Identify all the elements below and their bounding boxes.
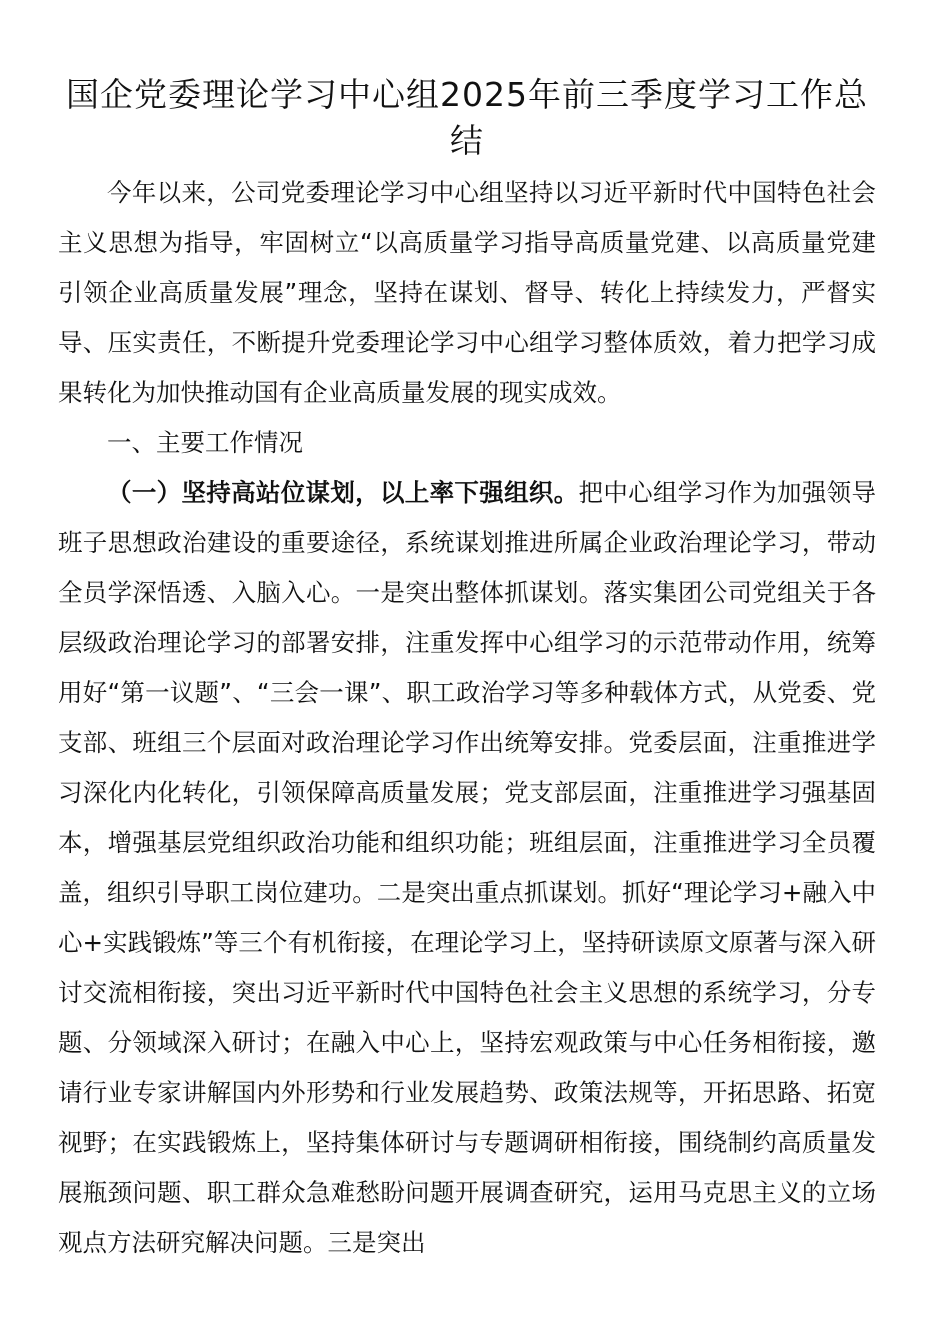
- subsection-lead: （一）坚持高站位谋划，以上率下强组织。: [107, 478, 579, 507]
- document-title: 国企党委理论学习中心组2025年前三季度学习工作总结: [66, 75, 868, 160]
- subsection-body: 把中心组学习作为加强领导班子思想政治建设的重要途径，系统谋划推进所属企业政治理论学习，带动全员学深悟透、入脑入心。一是突出整体抓谋划。落实集团公司党组关于各层级政治理论学习的部署安排，注重发挥中心组学习的示范带动作用，统筹用好“第一议题”、“三会一课”、职工政治学习等多种载体方式，从党委、党支部、班组三个层面对政治理论学习作出统筹安排。党委层面，注重推进学习深化内化转化，引领保障高质量发展；党支部层面，注重推进学习强基固本，增强基层党组织政治功能和组织功能；班组层面，注重推进学习全员覆盖，组织引导职工岗位建功。二是突出重点抓谋划。抓好“理论学习+融入中心+实践锻炼”等三个有机衔接，在理论学习上，坚持研读原文原著与深入研讨交流相衔接，突出习近平新时代中国特色社会主义思想的系统学习，分专题、分领域深入研讨；在融入中心上，坚持宏观政策与中心任务相衔接，邀请行业专家讲解国内外形势和行业发展趋势、政策法规等，开拓思路、拓宽视野；在实践锻炼上，坚持集体研讨与专题调研相衔接，围绕制约高质量发展瓶颈问题、职工群众急难愁盼问题开展调查研究，运用马克思主义的立场观点方法研究解决问题。三是突出: [58, 478, 876, 1257]
- document-body: [58, 168, 876, 1268]
- section-heading: 一、主要工作情况: [107, 428, 303, 457]
- subsection-paragraph: [58, 468, 876, 1268]
- intro-paragraph: 今年以来，公司党委理论学习中心组坚持以习近平新时代中国特色社会主义思想为指导，牢固树立“以高质量学习指导高质量党建、以高质量党建引领企业高质量发展”理念，坚持在谋划、督导、转化上持续发力，严督实导、压实责任，不断提升党委理论学习中心组学习整体质效，着力把学习成果转化为加快推动国有企业高质量发展的现实成效。: [58, 178, 876, 407]
